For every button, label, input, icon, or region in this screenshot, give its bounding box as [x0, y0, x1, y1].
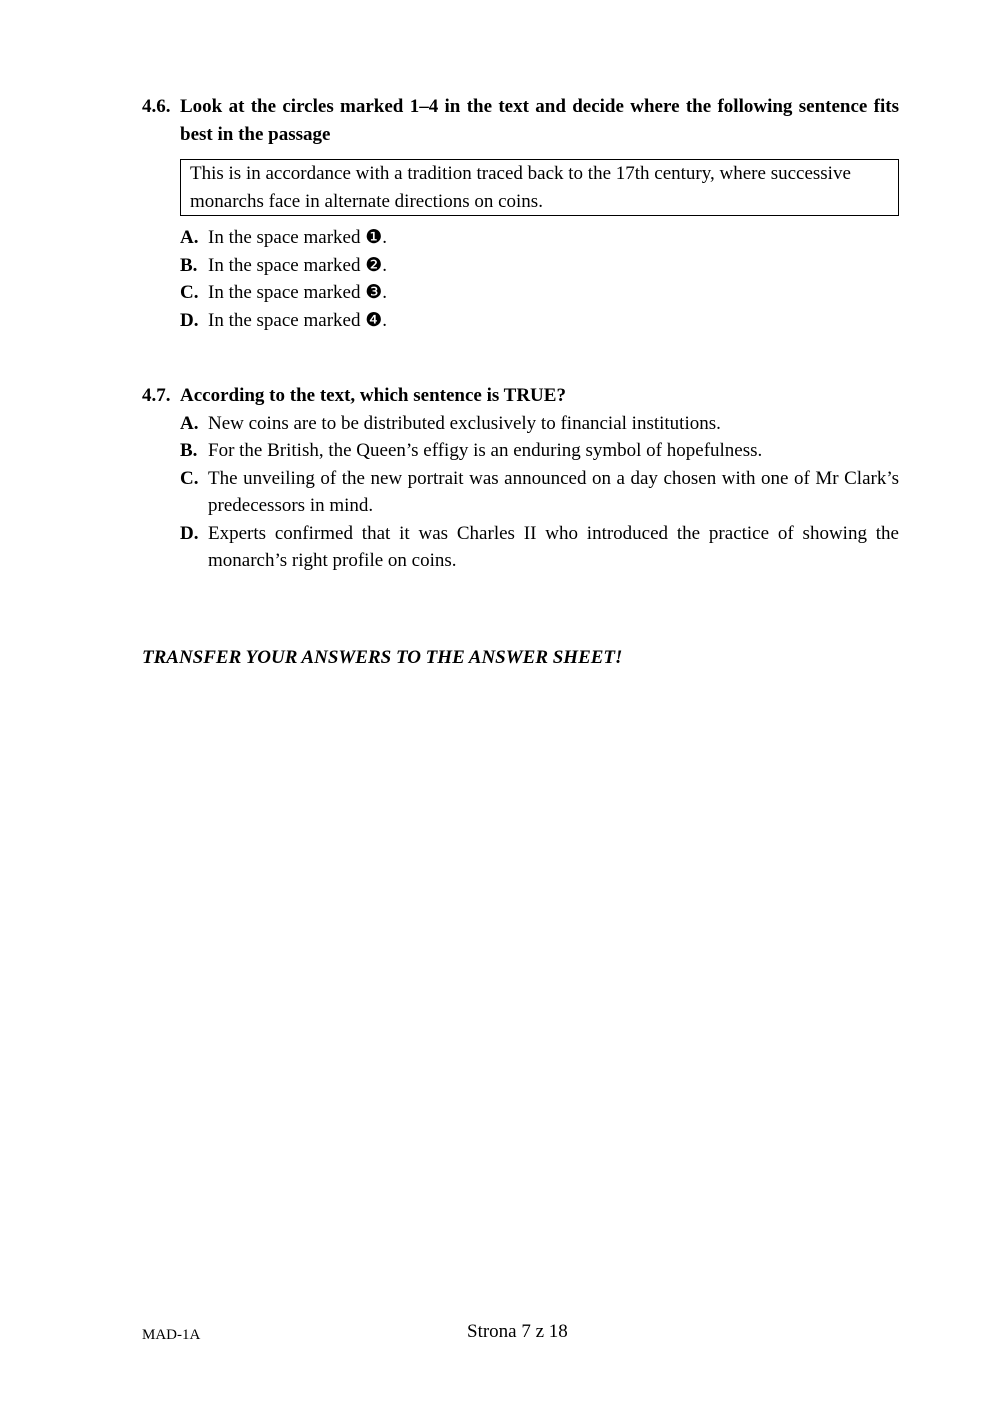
option-a[interactable] — [180, 224, 899, 252]
sentence-box: This is in accordance with a tradition traced back to the 17th century, where successive monarchs face in alternate directions on coins. — [180, 159, 899, 216]
option-letter: A. — [180, 412, 199, 434]
option-text: The unveiling of the new portrait was announced on a day chosen with one of Mr Clark’s predecessors in mind. — [208, 467, 899, 516]
question-4-7 — [142, 382, 899, 575]
option-d[interactable] — [180, 520, 899, 575]
option-text: For the British, the Queen’s effigy is an enduring symbol of hopefulness. — [208, 440, 763, 461]
option-letter: D. — [180, 522, 199, 544]
option-c[interactable] — [180, 465, 899, 520]
option-text: In the space marked ❸. — [208, 282, 387, 303]
option-c[interactable] — [180, 279, 899, 307]
question-number: 4.7. — [142, 385, 171, 406]
option-letter: B. — [180, 440, 198, 461]
option-letter: C. — [180, 282, 199, 303]
option-b[interactable] — [180, 437, 899, 465]
option-text: In the space marked ❷. — [208, 254, 387, 276]
question-prompt: According to the text, which sentence is TRUE? — [180, 385, 566, 406]
option-letter: A. — [180, 227, 199, 248]
question-header — [142, 93, 899, 148]
option-letter: D. — [180, 309, 199, 331]
transfer-instruction: TRANSFER YOUR ANSWERS TO THE ANSWER SHEET! — [142, 647, 623, 668]
option-b[interactable] — [180, 252, 899, 280]
exam-code: MAD-1A — [142, 1327, 201, 1343]
question-header — [142, 382, 899, 410]
option-letter: B. — [180, 254, 198, 276]
answer-options — [180, 410, 899, 575]
option-a[interactable] — [180, 410, 899, 438]
option-text: New coins are to be distributed exclusively to financial institutions. — [208, 412, 721, 434]
question-prompt: Look at the circles marked 1–4 in the text and decide where the following sentence fits best in the passage — [180, 96, 899, 145]
option-text: Experts confirmed that it was Charles II who introduced the practice of showing the monarch’s right profile on coins. — [208, 522, 899, 571]
option-text: In the space marked ❹. — [208, 309, 387, 331]
question-4-6 — [142, 93, 899, 334]
question-number: 4.6. — [142, 96, 171, 117]
option-d[interactable] — [180, 307, 899, 335]
page-number: Strona 7 z 18 — [467, 1321, 568, 1342]
option-text: In the space marked ❶. — [208, 227, 387, 248]
option-letter: C. — [180, 467, 199, 489]
answer-options — [180, 224, 899, 334]
